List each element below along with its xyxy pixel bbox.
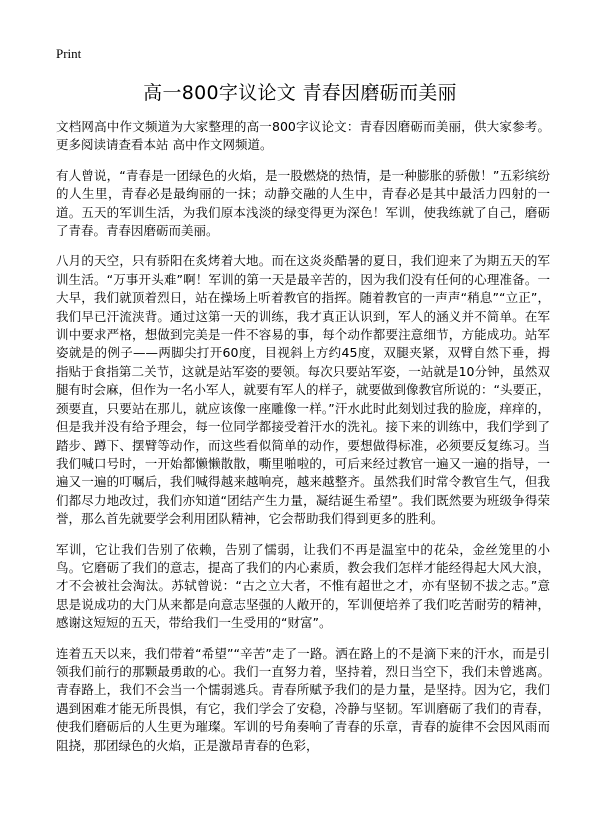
paragraph-intro: 文档网高中作文频道为大家整理的高一800字议论文：青春因磨砺而美丽，供大家参考。更多阅读请查看本站 高中作文网频道。 — [56, 119, 550, 153]
paragraph-4: 连着五天以来，我们带着“希望”“辛苦”走了一路。洒在路上的不是滴下来的汗水，而是引领我们前行的那颗最勇敢的心。我们一直努力着，坚持着，烈日当空下，我们未曾逃离。青春路上，我们不会当一个懦弱逃兵。青春所赋予我们的是力量，是坚持。因为它，我们遇到困难才能无所畏惧，有它，我们学会了安稳，冷静与坚韧。军训磨砺了我们的青春，使我们磨砺后的人生更为璀璨。军训的号角奏响了青春的乐章，青春的旋律不会因风雨而阻挠，那团绿色的火焰，正是激昂青春的色彩， — [56, 645, 550, 753]
paragraph-2: 八月的天空，只有骄阳在炙烤着大地。而在这炎炎酷暑的夏日，我们迎来了为期五天的军训生活。“万事开头难”啊！军训的第一天是最辛苦的，因为我们没有任何的心理准备。一大早，我们就顶着烈日，站在操场上听着教官的指挥。随着教官的一声声“稍息”“立正”，我们早已汗流浃背。通过这第一天的训练，我才真正认识到，军人的涵义并不简单。在军训中要求严格，想做到完美是一件不容易的事，每个动作都要注意细节，方能成功。站军姿就是的例子——两脚尖打开60度，目视斜上方约45度，双腿夹紧，双臂自然下垂，拇指贴于食指第二关节，这就是站军姿的要领。每次只要站军姿，一站就是10分钟，虽然双腿有时会麻，但作为一名小军人，就要有军人的样子，就要做到像教官所说的：“头要正，颈要直，只要站在那儿，就应该像一座雕像一样。”汗水此时此刻划过我的脸庞，痒痒的，但是我并没有给予理会，每一位同学都接受着汗水的洗礼。接下来的训练中，我们学到了踏步、蹲下、摆臂等动作，而这些看似简单的动作，要想做得标准，必须要反复练习。当我们喊口号时，一开始都懒懒散散，嘶里啪啦的，可后来经过教官一遍又一遍的指导，一遍又一遍的叮嘱后，我们喊得越来越响亮，越来越整齐。虽然我们时常令教官生气，但我们都尽力地改过，我们亦知道“团结产生力量，凝结诞生希望”。我们既然要为班级争得荣誉，那么首先就要学会利用团队精神，它会帮助我们得到更多的胜利。 — [56, 253, 550, 527]
print-link[interactable]: Print — [56, 46, 82, 61]
page-title: 高一800字议论文 青春因磨砺而美丽 — [143, 82, 457, 104]
article-body — [56, 118, 550, 767]
paragraph-1: 有人曾说，“青春是一团绿色的火焰，是一股燃烧的热情，是一种膨胀的骄傲！”五彩缤纷的人生里，青春必是最绚丽的一抹；动静交融的人生中，青春必是其中最活力四射的一道。五天的军训生活，为我们原本浅淡的绿变得更为深色！军训，使我练就了自己，磨砺了青春。青春因磨砺而美丽。 — [56, 167, 550, 239]
paragraph-3: 军训，它让我们告别了依赖，告别了懦弱，让我们不再是温室中的花朵，金丝笼里的小鸟。它磨砺了我们的意志，提高了我们的内心素质，教会我们怎样才能经得起大风大浪，才不会被社会淘汰。苏轼曾说：“古之立大者，不惟有超世之才，亦有坚韧不拔之志。”意思是说成功的大门从来都是向意志坚强的人敞开的，军训便培养了我们吃苦耐劳的精神，感谢这短短的五天，带给我们一生受用的“财富”。 — [56, 541, 550, 631]
